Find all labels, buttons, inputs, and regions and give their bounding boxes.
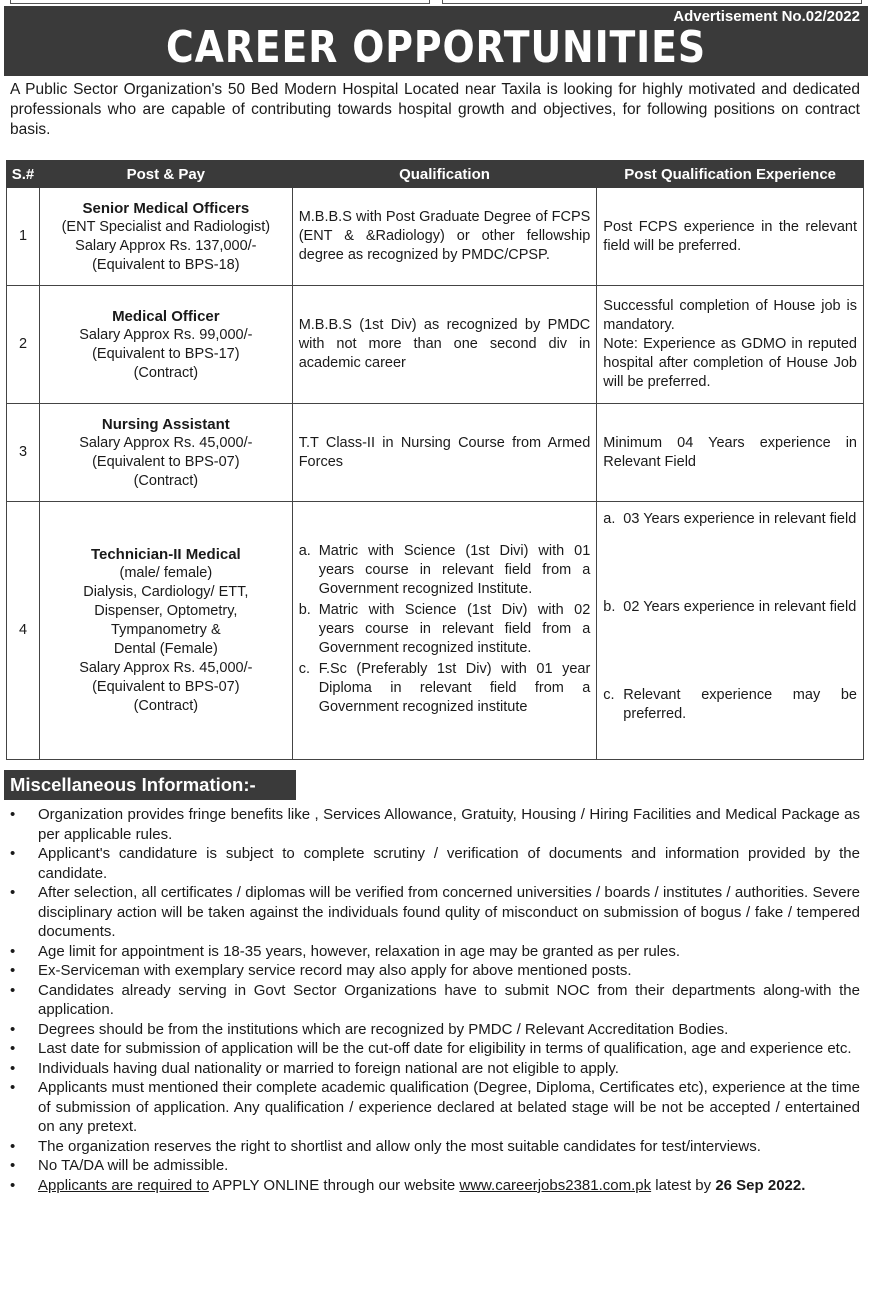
top-border-right (442, 0, 862, 4)
header-experience: Post Qualification Experience (597, 161, 864, 188)
post-detail: Dialysis, Cardiology/ ETT, (83, 584, 249, 600)
table-row (7, 188, 864, 286)
list-item (603, 686, 857, 724)
post-title: Senior Medical Officers (82, 199, 250, 217)
post-detail: Salary Approx Rs. 99,000/- (79, 326, 253, 343)
apply-online-item (8, 1176, 860, 1196)
post-detail: Salary Approx Rs. 137,000/- (75, 237, 257, 254)
row-qualification: M.B.B.S with Post Graduate Degree of FCPS (ENT & &Radiology) or other fellowship degree as recognized by PMDC/CPSP. (292, 188, 597, 286)
row-post (39, 502, 292, 760)
item-text: Degrees should be from the institutions which are recognized by PMDC / Relevant Accreditation Bodies. (38, 1020, 729, 1038)
item-text: Individuals having dual nationality or married to foreign national are not eligible to apply. (38, 1059, 619, 1077)
item-text: No TA/DA will be admissible. (38, 1157, 229, 1174)
post-detail: (Equivalent to BPS-18) (92, 256, 240, 273)
item-marker: a. (603, 511, 616, 527)
list-item (8, 1137, 860, 1157)
row-qualification: M.B.B.S (1st Div) as recognized by PMDC with not more than one second div in academic career (292, 286, 597, 404)
row-qualification (292, 502, 597, 760)
apply-text-latest: latest by (651, 1176, 716, 1194)
bullet: • (10, 845, 16, 862)
list-item (8, 1039, 860, 1059)
item-marker: b. (298, 602, 311, 618)
item-marker: a. (298, 543, 311, 559)
row-post (39, 286, 292, 404)
list-item (8, 961, 860, 981)
row-sn: 2 (7, 286, 40, 404)
item-text: Candidates already serving in Govt Sector Organizations have to submit NOC from their departments along-with the application. (38, 981, 860, 1018)
post-detail: (Contract) (133, 698, 199, 714)
post-detail: (ENT Specialist and Radiologist) (61, 218, 271, 235)
row-experience (597, 502, 864, 760)
website-link[interactable]: www.careerjobs2381.com.pk (459, 1176, 652, 1194)
bullet: • (10, 806, 16, 823)
item-text: Ex-Serviceman with exemplary service record may also apply for above mentioned posts. (38, 962, 632, 979)
bullet: • (10, 1079, 16, 1096)
post-detail: (Equivalent to BPS-07) (92, 679, 240, 695)
post-detail: (male/ female) (119, 565, 213, 581)
bullet: • (10, 1059, 16, 1077)
list-item (8, 981, 860, 1020)
item-marker: c. (298, 661, 310, 677)
post-detail: Salary Approx Rs. 45,000/- (79, 660, 253, 676)
post-detail: (Contract) (133, 364, 199, 381)
row-sn: 3 (7, 404, 40, 502)
positions-table (6, 160, 864, 760)
post-detail: (Equivalent to BPS-07) (92, 453, 240, 470)
item-marker: c. (603, 687, 615, 703)
post-detail: (Equivalent to BPS-17) (92, 345, 240, 362)
header-sn: S.# (7, 161, 40, 188)
post-detail: Tympanometry & (111, 622, 221, 638)
row-experience: Minimum 04 Years experience in Relevant Field (597, 404, 864, 502)
item-text: Last date for submission of application will be the cut-off date for eligibility in terms of qualification, age and experience etc. (38, 1040, 852, 1057)
bullet: • (10, 962, 16, 979)
item-text: Applicant's candidature is subject to complete scrutiny / verification of documents and information provided by the candidate. (38, 845, 860, 882)
experience-note: Note: Experience as GDMO in reputed hospital after completion of House Job will be preferred. (603, 336, 857, 390)
intro-paragraph: A Public Sector Organization's 50 Bed Modern Hospital Located near Taxila is looking for highly motivated and dedicated professionals who are capable of contributing towards hospital growth and objectives, for following positions on contract basis. (10, 81, 860, 138)
bullet: • (10, 1176, 16, 1194)
experience-list (603, 510, 857, 724)
row-experience (597, 286, 864, 404)
post-detail: Dental (Female) (113, 641, 218, 657)
deadline-date: 26 Sep 2022. (715, 1176, 806, 1194)
header-banner (4, 6, 868, 76)
table-row (7, 502, 864, 760)
item-text: 03 Years experience in relevant field (623, 511, 857, 527)
list-item (8, 844, 860, 883)
list-item (299, 601, 591, 658)
list-item (603, 598, 857, 686)
bullet: • (10, 1137, 16, 1155)
list-item (8, 942, 860, 962)
bullet: • (10, 1020, 16, 1038)
advertisement-number: Advertisement No.02/2022 (673, 8, 860, 25)
post-title: Medical Officer (112, 307, 220, 325)
header-qualification: Qualification (292, 161, 597, 188)
row-post (39, 404, 292, 502)
page-title: CAREER OPPORTUNITIES (166, 22, 706, 73)
apply-text: APPLY ONLINE through our website (208, 1176, 460, 1194)
table-header-row (7, 161, 864, 188)
item-text: 02 Years experience in relevant field (623, 599, 857, 615)
bullet: • (10, 1157, 16, 1174)
row-post (39, 188, 292, 286)
post-title: Technician-II Medical (90, 546, 241, 563)
item-text: The organization reserves the right to shortlist and allow only the most suitable candidates for test/interviews. (38, 1137, 761, 1155)
bullet: • (10, 884, 16, 901)
bullet: • (10, 1040, 16, 1057)
apply-text-underlined: Applicants are required to (38, 1176, 209, 1194)
list-item (299, 542, 591, 599)
table-row (7, 404, 864, 502)
item-text: Applicants must mentioned their complete academic qualification (Degree, Diploma, Certificates etc), experience at the time of submission of application. Any qualification / experience declared at belated stage will be not be accepted / entertained on any pretext. (38, 1079, 860, 1135)
post-detail: (Contract) (133, 472, 199, 489)
experience-text: Successful completion of House job is mandatory. (603, 298, 857, 333)
list-item (8, 1020, 860, 1040)
item-text: Relevant experience may be preferred. (623, 687, 857, 722)
bullet: • (10, 981, 16, 999)
bullet: • (10, 942, 16, 960)
misc-list (8, 805, 860, 1195)
item-text: Age limit for appointment is 18-35 years, however, relaxation in age may be granted as per rules. (38, 942, 681, 960)
header-post-pay: Post & Pay (39, 161, 292, 188)
list-item (603, 510, 857, 598)
qualification-list (299, 542, 591, 717)
row-sn: 4 (7, 502, 40, 760)
row-qualification: T.T Class-II in Nursing Course from Armed Forces (292, 404, 597, 502)
list-item (8, 1078, 860, 1137)
post-detail: Dispenser, Optometry, (94, 603, 238, 619)
post-title: Nursing Assistant (101, 415, 230, 433)
item-text: Organization provides fringe benefits like , Services Allowance, Gratuity, Housing / Hiring Facilities and Medical Package as per applicable rules. (38, 806, 860, 843)
list-item (299, 660, 591, 717)
item-marker: b. (603, 599, 616, 615)
list-item (8, 1059, 860, 1079)
item-text: Matric with Science (1st Div) with 02 years course in relevant field from a Government recognized institute. (318, 602, 591, 656)
top-border-left (10, 0, 430, 4)
row-sn: 1 (7, 188, 40, 286)
item-text: F.Sc (Preferably 1st Div) with 01 year Diploma in relevant field from a Government recognized institute (318, 661, 591, 715)
list-item (8, 805, 860, 844)
table-row (7, 286, 864, 404)
item-text: Matric with Science (1st Divi) with 01 years course in relevant field from a Government recognized Institute. (318, 543, 591, 597)
list-item (8, 1156, 860, 1176)
misc-heading: Miscellaneous Information:- (4, 770, 296, 800)
list-item (8, 883, 860, 942)
post-detail: Salary Approx Rs. 45,000/- (79, 434, 253, 451)
row-experience: Post FCPS experience in the relevant field will be preferred. (597, 188, 864, 286)
item-text: After selection, all certificates / diplomas will be verified from concerned universities / boards / institutes / authorities. Severe disciplinary action will be taken against the individuals found qulity of misconduct on submission of bogus / fake / tempered documents. (38, 884, 860, 940)
